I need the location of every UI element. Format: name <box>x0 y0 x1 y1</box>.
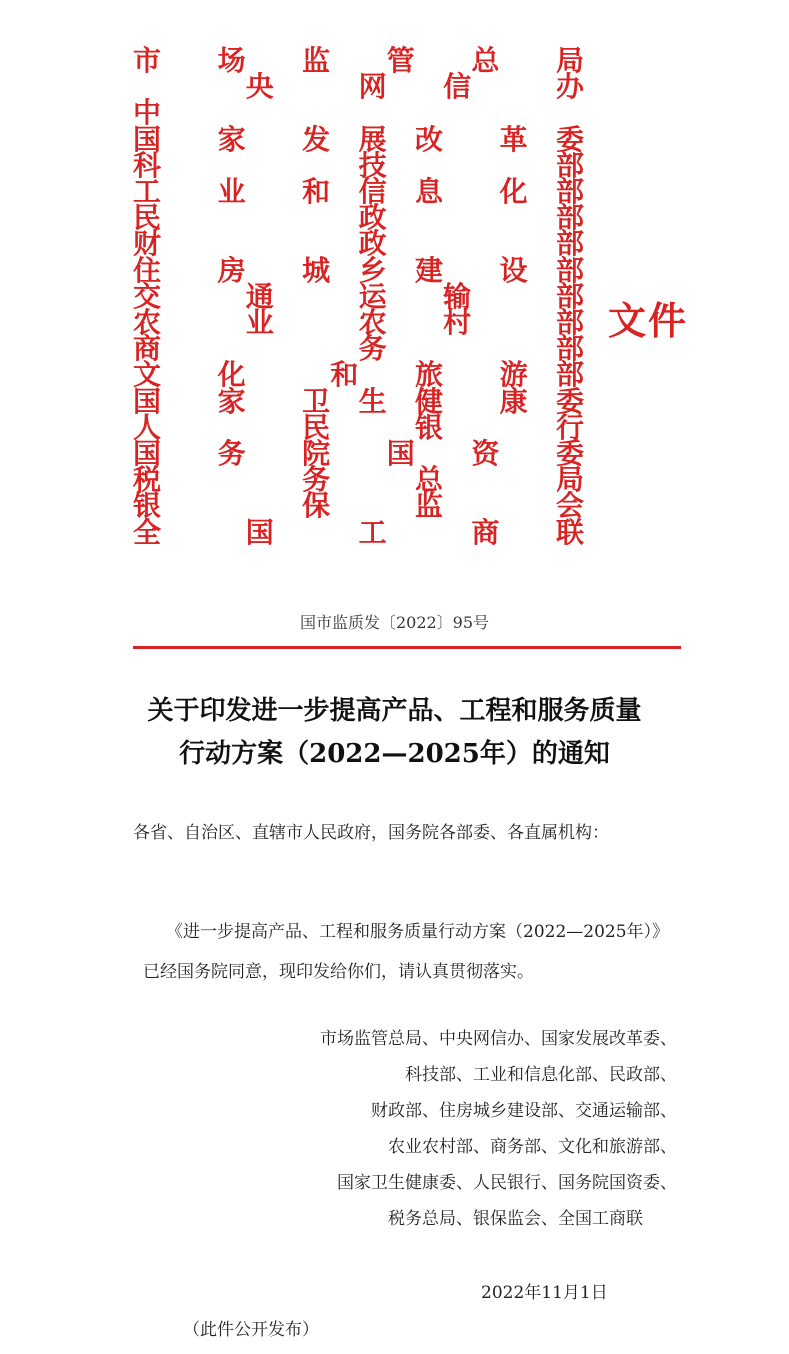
header-character: 和 <box>330 358 359 392</box>
issue-date: 2022年11月1日 <box>481 1283 608 1303</box>
header-character: 行 <box>555 410 584 444</box>
header-character: 家 <box>217 122 246 156</box>
header-character: 部 <box>555 332 584 366</box>
signature-line: 国家卫生健康委、人民银行、国务院国资委、 <box>337 1173 677 1193</box>
header-character: 务 <box>302 463 331 497</box>
header-character: 通 <box>245 279 274 313</box>
signature-line: 财政部、住房城乡建设部、交通运输部、 <box>371 1101 677 1121</box>
header-character: 信 <box>443 70 472 104</box>
header-character: 管 <box>386 44 415 77</box>
publication-note: （此件公开发布） <box>183 1320 319 1340</box>
header-character: 国 <box>132 437 161 470</box>
header-character: 生 <box>358 384 387 418</box>
header-character: 国 <box>386 437 415 470</box>
header-character: 住 <box>132 253 161 287</box>
signature-line: 税务总局、银保监会、全国工商联 <box>388 1209 643 1229</box>
signature-line: 农业农村部、商务部、文化和旅游部、 <box>388 1137 677 1157</box>
header-character: 设 <box>499 253 528 287</box>
header-character: 政 <box>358 227 387 261</box>
header-character: 业 <box>245 306 274 339</box>
header-character: 革 <box>499 122 528 156</box>
header-character: 卫 <box>302 384 331 418</box>
signature-line: 科技部、工业和信息化部、民政部、 <box>405 1065 677 1085</box>
header-character: 信 <box>358 175 387 208</box>
header-character: 民 <box>302 410 331 444</box>
header-character: 场 <box>217 44 246 77</box>
header-character: 展 <box>358 122 387 156</box>
header-character: 监 <box>414 489 443 523</box>
header-character: 房 <box>217 253 246 287</box>
header-character: 国 <box>245 515 274 549</box>
header-character: 家 <box>217 384 246 418</box>
header-character: 技 <box>358 148 387 182</box>
header-character: 中 <box>132 96 161 130</box>
header-character: 保 <box>302 489 331 523</box>
header-character: 务 <box>358 332 387 366</box>
body-line-1: 《进一步提高产品、工程和服务质量行动方案（2022—2025年）》 <box>166 922 670 942</box>
header-character: 央 <box>245 70 274 104</box>
header-character: 人 <box>132 410 161 444</box>
header-row <box>0 517 789 549</box>
header-character: 商 <box>132 332 161 366</box>
header-character: 银 <box>132 489 161 523</box>
header-character: 局 <box>555 44 584 77</box>
document-header-suffix: 文件 <box>608 298 689 343</box>
header-character: 部 <box>555 148 584 182</box>
header-character: 部 <box>555 175 584 208</box>
header-character: 健 <box>414 384 443 418</box>
header-character: 建 <box>414 253 443 287</box>
header-character: 农 <box>132 306 161 339</box>
header-character: 部 <box>555 227 584 261</box>
header-character: 工 <box>132 175 161 208</box>
header-character: 业 <box>217 175 246 208</box>
header-character: 村 <box>443 306 472 339</box>
header-character: 化 <box>499 175 528 208</box>
header-character: 民 <box>132 201 161 235</box>
header-character: 国 <box>132 122 161 156</box>
header-character: 院 <box>302 437 331 470</box>
header-character: 农 <box>358 306 387 339</box>
header-character: 旅 <box>414 358 443 392</box>
header-character: 城 <box>302 253 331 287</box>
header-character: 银 <box>414 410 443 444</box>
header-character: 网 <box>358 70 387 104</box>
red-divider <box>133 646 681 649</box>
document-title-line-2: 行动方案（2022—2025年）的通知 <box>179 739 610 769</box>
header-character: 委 <box>555 384 584 418</box>
header-character: 部 <box>555 253 584 287</box>
header-character: 改 <box>414 122 443 156</box>
header-character: 息 <box>414 175 443 208</box>
header-character: 工 <box>358 515 387 549</box>
header-character: 务 <box>217 437 246 470</box>
recipients-line: 各省、自治区、直辖市人民政府，国务院各部委、各直属机构： <box>133 823 609 843</box>
header-character: 国 <box>132 384 161 418</box>
header-character: 资 <box>471 437 500 470</box>
header-character: 联 <box>555 515 584 549</box>
document-number: 国市监质发〔2022〕95号 <box>299 613 490 632</box>
header-character: 政 <box>358 201 387 235</box>
header-character: 局 <box>555 463 584 497</box>
header-character: 会 <box>555 489 584 523</box>
header-character: 全 <box>132 515 161 549</box>
header-character: 商 <box>471 515 500 549</box>
header-character: 税 <box>132 463 161 497</box>
header-character: 部 <box>555 358 584 392</box>
header-character: 办 <box>555 70 584 104</box>
header-character: 和 <box>302 175 331 208</box>
signature-line: 市场监管总局、中央网信办、国家发展改革委、 <box>320 1029 677 1049</box>
header-character: 委 <box>555 437 584 470</box>
header-character: 监 <box>302 44 331 77</box>
header-character: 部 <box>555 306 584 339</box>
header-character: 科 <box>132 148 161 182</box>
header-character: 总 <box>471 44 500 77</box>
header-character: 委 <box>555 122 584 156</box>
document-title-line-1: 关于印发进一步提高产品、工程和服务质量 <box>147 696 642 726</box>
header-character: 化 <box>217 358 246 392</box>
header-character: 财 <box>132 227 161 261</box>
header-character: 运 <box>358 279 387 313</box>
header-character: 部 <box>555 201 584 235</box>
header-character: 康 <box>499 384 528 418</box>
header-character: 总 <box>414 463 443 497</box>
header-character: 交 <box>132 279 161 313</box>
header-character: 乡 <box>358 253 387 287</box>
header-character: 文 <box>132 358 161 392</box>
header-character: 部 <box>555 279 584 313</box>
header-character: 游 <box>499 358 528 392</box>
header-character: 市 <box>132 44 161 77</box>
body-line-2: 已经国务院同意，现印发给你们，请认真贯彻落实。 <box>143 962 534 982</box>
header-character: 输 <box>443 279 472 313</box>
header-character: 发 <box>302 122 331 156</box>
